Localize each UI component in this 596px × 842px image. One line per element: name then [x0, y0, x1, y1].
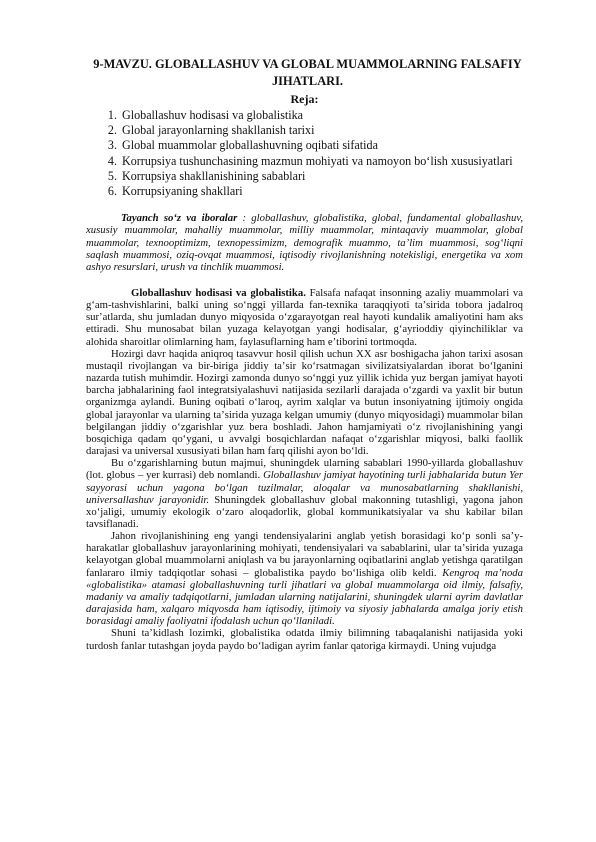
paragraph-text: Falsafa nafaqat insonning azaliy muammolari va gʻam-tashvishlarini, balki uning soʻnggi yillarda fan-texnika taraqqiyoti taʼsirida tobora jadalroq surʼatlarda, shu jumladan dunyo miqyosida oʻzgarayotgan real hayoti kundalik amaliyotini ham aks ettiradi. Shu munosabat bilan yuzaga kelayotgan yangi hodisalar, gʻayrioddiy qiyinchiliklar va alohida sharoitlar olimlarning ham, faylasuflarning ham eʼtiborini tortmoqda. — [86, 287, 524, 348]
page-title: 9-MAVZU. GLOBALLASHUV VA GLOBAL MUAMMOLARNING FALSAFIY JIHATLARI. — [93, 57, 522, 88]
plan-item: 6. Korrupsiyaning shakllari — [120, 184, 523, 199]
plan-item: 3. Global muammolar globallashuvning oqibati sifatida — [120, 138, 523, 153]
section-paragraph-2: Hozirgi davr haqida aniqroq tasavvur hosil qilish uchun XX asr boshigacha jahon tarixi asosan mustaqil rivojlangan va bir-biriga jiddiy taʼsir koʻrsatmagan sivilizatsiyalardan iborat boʻlganini nazarda tutish muhimdir. Hozirgi zamonda dunyo soʻnggi yuz yillik ichida yuz bergan jamiyat hayoti barcha jabhalarining faol integratsiyalashuvi natijasida sezilarli darajada oʻzgardi va yaxlit bir butun organizmga aylandi. Buning oqibati oʻlaroq, ayrim xalqlar va butun insoniyatning ijtimoiy ongida global jarayonlar va ularning taʼsirida yuzaga kelgan umumiy (dunyo miqyosidagi) muammolar bilan belgilangan jiddiy oʻzgarishlar yuz bera boshladi. Jahon hamjamiyati oʻz rivojlanishining yangi bosqichiga qadam qoʻygani, u avvalgi bosqichlardan nafaqat oʻzgarishlar miqyosi, balki faollik darajasi va universal xususiyati bilan ham farq qilishi ayon boʻldi. — [86, 347, 523, 458]
keywords-label: Tayanch soʻz va iboralar — [121, 212, 238, 225]
section-heading: Globallashuv hodisasi va globalistika. — [131, 287, 306, 299]
paragraph-text: Jahon rivojlanishining eng yangi tendensiyalarini anglab yetish borasidagi koʻp sonli saʼy-harakatlar globallashuv jarayonlarining mohiyati, tendensiyalari va sabablarini, ular taʼsirida yuzaga kelayotgan global muammolarni aniqlash va bu jarayonlarning oqibatlarini anglab yetishga qaratilgan fanlararo ilmiy tadqiqotlar sohasi – globalistika paydo boʻlishiga olib keldi. — [86, 530, 523, 579]
section-paragraph-4 — [86, 530, 523, 627]
definition-italic: Globallashuv jamiyat hayotining turli jabhalarida butun Yer sayyorasi uchun yagona boʻlgan tuzilmalar, aloqalar va munosabatlarning shakllanishi, universallashuv jarayonidir. — [86, 469, 523, 506]
plan-item: 4. Korrupsiya tushunchasining mazmun mohiyati va namoyon boʻlish xususiyatlari — [120, 154, 523, 169]
section-paragraph-1 — [86, 287, 523, 348]
plan-item: 1. Globallashuv hodisasi va globalistika — [120, 108, 523, 123]
section-paragraph-5: Shuni taʼkidlash lozimki, globalistika odatda ilmiy bilimning tabaqalanishi natijasida yoki turdosh fanlar tutashgan joyda paydo boʻladigan ayrim fanlar qatoriga kirmaydi. Uning vujudga — [86, 627, 523, 652]
plan-list — [86, 108, 523, 199]
plan-item: 5. Korrupsiya shakllanishining sabablari — [120, 169, 523, 184]
plan-heading: Reja: — [290, 92, 319, 106]
keywords-text: : globallashuv, globalistika, global, fundamental globallashuv, xususiy muammolar, mahalliy muammolar, milliy muammolar, mintaqaviy muammolar, global muammolar, texnooptimizm, texnopessimizm, demografik muammo, taʼlim muammosi, sogʻliqni saqlash muammosi, oziq-ovqat muammosi, iqtisodiy rivojlanishning notekisligi, energetika va xom ashyo resurslari, urush va tinchlik muammosi. — [86, 212, 523, 273]
paragraph-text: Bu oʻzgarishlarning butun majmui, shuningdek ularning sabablari 1990-yillarda globallashuv (lot. globus – yer kurrasi) deb nomlandi. — [86, 457, 523, 482]
definition-italic: Kengroq maʼnoda «globalistika» atamasi globallashuvning turli jihatlari va global muammolarga oid ilmiy, falsafiy, madaniy va amaliy tadqiqotlarni, jumladan ularning natijalarini, shuningdek ularni ayrim davlatlar darajasida ham, xalqaro miqyosda ham iqtisodiy, ijtimoiy va siyosiy jabhalarda amalga joriy etish borasidagi amaliy faoliyatni ifodalash uchun qoʻllaniladi. — [86, 566, 523, 628]
paragraph-text: Shuningdek globallashuv global makonning tutashligi, yagona jahon xoʻjaligi, umumiy ekologik oʻzaro aloqadorlik, global kommunikatsiyalar va shu kabilar bilan tavsiflanadi. — [86, 493, 523, 530]
keywords-paragraph — [86, 212, 523, 273]
section-paragraph-3 — [86, 457, 523, 530]
plan-item: 2. Global jarayonlarning shakllanish tarixi — [120, 123, 523, 138]
